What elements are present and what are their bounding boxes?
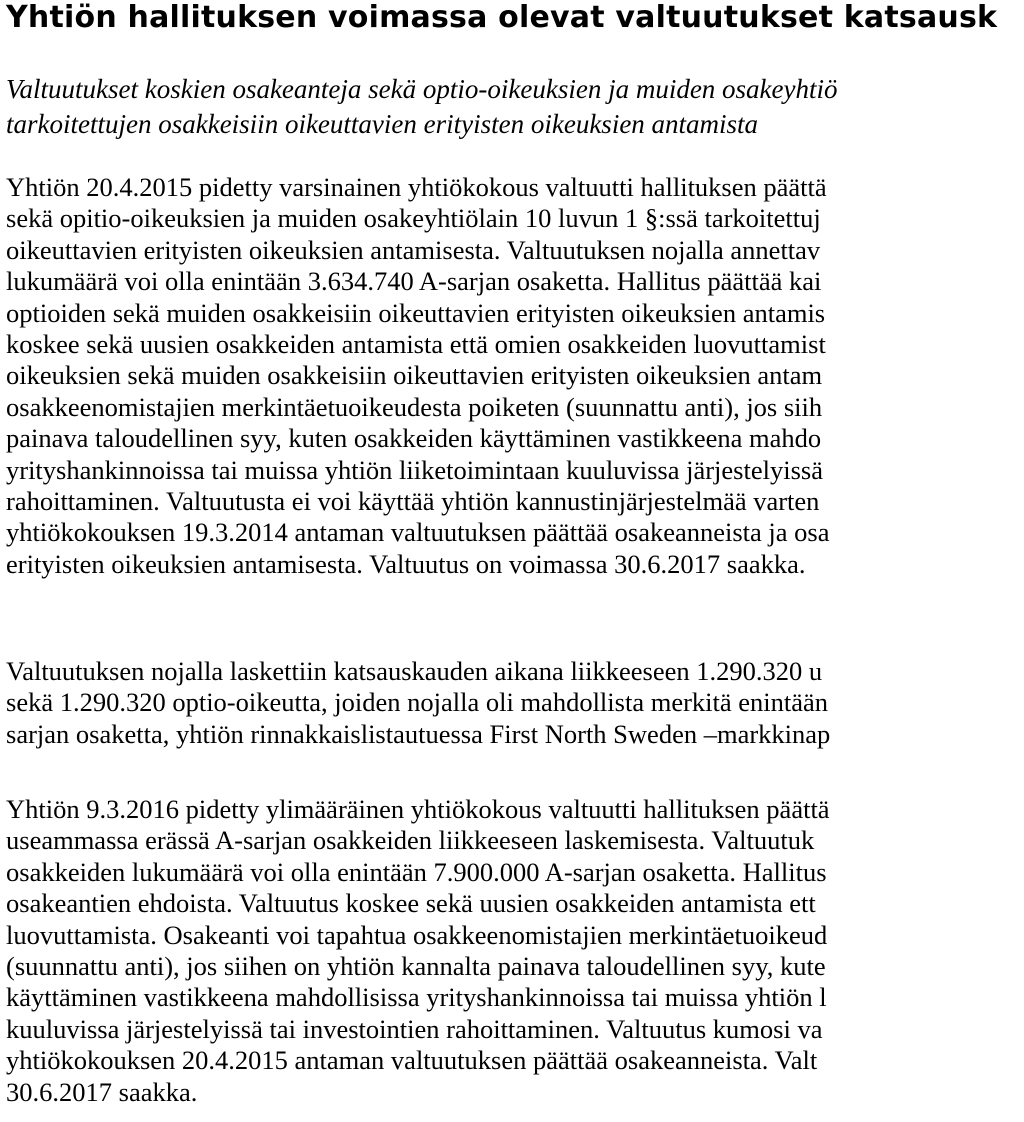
paragraph-issued-shares bbox=[6, 656, 830, 750]
paragraph-line: useammassa erässä A-sarjan osakkeiden liikkeeseen laskemisesta. Valtuutuk bbox=[6, 825, 815, 856]
paragraph-line: yrityshankinnoissa tai muissa yhtiön liiketoimintaan kuuluvissa järjestelyissä bbox=[6, 454, 823, 485]
paragraph-line: lukumäärä voi olla enintään 3.634.740 A-sarjan osaketta. Hallitus päättää kai bbox=[6, 266, 822, 297]
document-heading: Yhtiön hallituksen voimassa olevat valtuutukset katsausk bbox=[6, 0, 998, 35]
paragraph-line: oikeuttavien erityisten oikeuksien antamisesta. Valtuutuksen nojalla annettav bbox=[6, 234, 821, 265]
paragraph-line: koskee sekä uusien osakkeiden antamista että omien osakkeiden luovuttamist bbox=[6, 329, 826, 360]
paragraph-line: Yhtiön 9.3.2016 pidetty ylimääräinen yhtiökokous valtuutti hallituksen päättä bbox=[6, 794, 830, 824]
paragraph-line: Valtuutuksen nojalla laskettiin katsauskauden aikana liikkeeseen 1.290.320 u bbox=[6, 656, 823, 686]
paragraph-line: optioiden sekä muiden osakkeisiin oikeuttavien erityisten oikeuksien antamis bbox=[6, 297, 826, 328]
paragraph-line: osakkeiden lukumäärä voi olla enintään 7.900.000 A-sarjan osaketta. Hallitus bbox=[6, 856, 827, 887]
paragraph-line: sekä opitio-oikeuksien ja muiden osakeyhtiölain 10 luvun 1 §:ssä tarkoitettuj bbox=[6, 203, 821, 234]
paragraph-authorization-2016 bbox=[6, 794, 830, 1108]
subtitle-line: Valtuutukset koskien osakeanteja sekä optio-oikeuksien ja muiden osakeyhtiö bbox=[6, 74, 838, 104]
paragraph-authorization-2015 bbox=[6, 172, 830, 580]
paragraph-line: 30.6.2017 saakka. bbox=[6, 1076, 198, 1107]
paragraph-line: oikeuksien sekä muiden osakkeisiin oikeuttavien erityisten oikeuksien antam bbox=[6, 360, 823, 391]
section-subtitle bbox=[6, 72, 838, 142]
paragraph-line: kuuluvissa järjestelyissä tai investointien rahoittaminen. Valtuutus kumosi va bbox=[6, 1013, 823, 1044]
paragraph-line: osakkeenomistajien merkintäetuoikeudesta poiketen (suunnattu anti), jos siih bbox=[6, 391, 823, 422]
paragraph-line: painava taloudellinen syy, kuten osakkeiden käyttäminen vastikkeena mahdo bbox=[6, 423, 822, 454]
paragraph-line: erityisten oikeuksien antamisesta. Valtuutus on voimassa 30.6.2017 saakka. bbox=[6, 548, 806, 579]
paragraph-line: rahoittaminen. Valtuutusta ei voi käyttää yhtiön kannustinjärjestelmää varten bbox=[6, 486, 820, 517]
paragraph-line: sarjan osaketta, yhtiön rinnakkaislistautuessa First North Sweden –markkinap bbox=[6, 718, 831, 749]
paragraph-line: luovuttamista. Osakeanti voi tapahtua osakkeenomistajien merkintäetuoikeud bbox=[6, 919, 828, 950]
paragraph-line: (suunnattu anti), jos siihen on yhtiön kannalta painava taloudellinen syy, kute bbox=[6, 951, 826, 982]
paragraph-line: yhtiökokouksen 19.3.2014 antaman valtuutuksen päättää osakeanneista ja osa bbox=[6, 517, 830, 548]
subtitle-line: tarkoitettujen osakkeisiin oikeuttavien erityisten oikeuksien antamista bbox=[6, 109, 759, 139]
paragraph-line: sekä 1.290.320 optio-oikeutta, joiden nojalla oli mahdollista merkitä enintään bbox=[6, 687, 829, 718]
paragraph-line: Yhtiön 20.4.2015 pidetty varsinainen yhtiökokous valtuutti hallituksen päättä bbox=[6, 172, 827, 202]
paragraph-line: osakeantien ehdoista. Valtuutus koskee sekä uusien osakkeiden antamista ett bbox=[6, 888, 816, 919]
paragraph-line: yhtiökokouksen 20.4.2015 antaman valtuutuksen päättää osakeanneista. Valt bbox=[6, 1045, 818, 1076]
paragraph-line: käyttäminen vastikkeena mahdollisissa yrityshankinnoissa tai muissa yhtiön l bbox=[6, 982, 827, 1013]
